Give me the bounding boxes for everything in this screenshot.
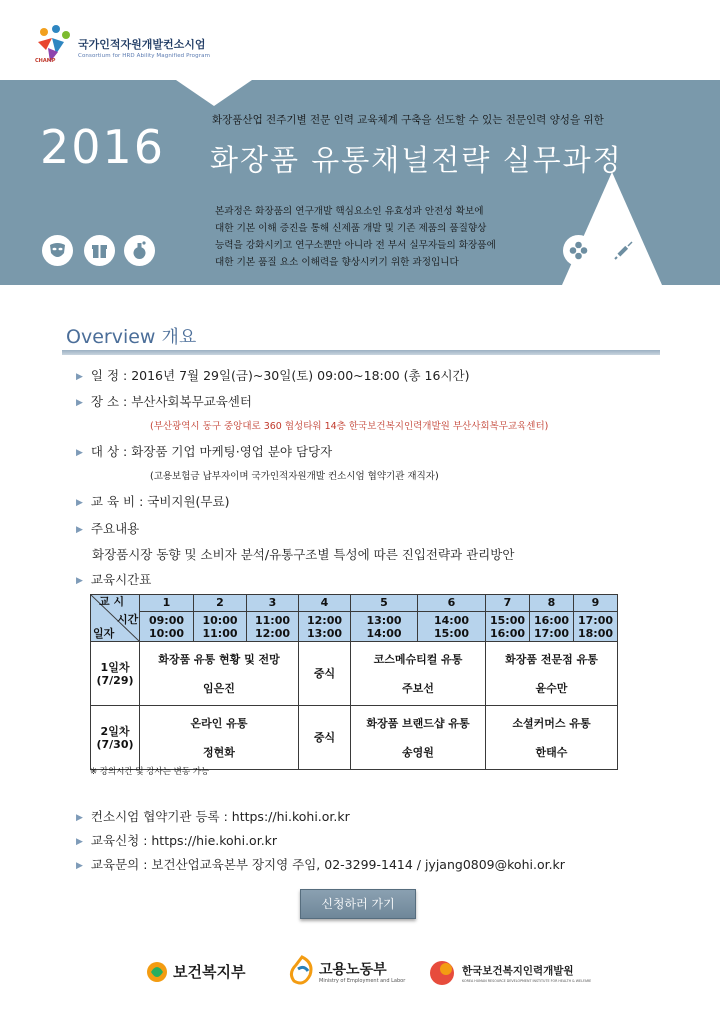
time-end: 16:00: [489, 626, 525, 640]
time-start: 13:00: [366, 613, 402, 627]
corner-date-label: 일자: [93, 627, 115, 640]
course-year: 2016: [40, 120, 166, 174]
day-label: 2일차: [100, 724, 130, 738]
course-title: 화장품 유통채널전략 실무과정: [210, 143, 623, 177]
kohi-logo: [426, 955, 616, 995]
time-header: [299, 612, 351, 642]
time-header: [486, 612, 530, 642]
bullet-arrow-icon: ▶: [76, 837, 83, 847]
bullet-arrow-icon: ▶: [76, 525, 83, 535]
info-target: [76, 442, 332, 460]
time-header: [530, 612, 574, 642]
table-row: [91, 706, 618, 770]
period-header: 6: [418, 595, 486, 612]
time-end: 12:00: [254, 626, 290, 640]
time-end: 14:00: [366, 626, 402, 640]
overview-title-ko: 개요: [161, 327, 197, 348]
venue-address: (부산광역시 동구 중앙대로 360 협성타워 14층 한국보건복지인력개발원 부산사회복무교육센터): [150, 421, 549, 432]
time-start: 15:00: [489, 613, 525, 627]
session-cell: [486, 706, 618, 770]
bullet-arrow-icon: ▶: [76, 448, 83, 458]
table-corner-header: [91, 595, 140, 642]
lunch-cell: [299, 706, 351, 770]
gift-icon: [84, 235, 115, 266]
moel-name: 고용노동부: [319, 962, 387, 978]
description-line: 능력을 강화시키고 연구소뿐만 아니라 전 부서 실무자들의 화장품에: [215, 240, 496, 251]
flower-icon: [563, 235, 594, 266]
svg-text:CHAMP: CHAMP: [35, 58, 56, 64]
info-apply: [76, 831, 277, 849]
day-date: (7/30): [96, 737, 134, 751]
session-subject: 화장품 유통 현황 및 전망: [158, 652, 280, 666]
session-subject: 화장품 전문점 유통: [505, 652, 598, 666]
period-header: 3: [247, 595, 299, 612]
overview-divider: [62, 350, 660, 355]
time-start: 11:00: [254, 613, 290, 627]
kohi-logo-icon: [426, 957, 458, 987]
time-row: [91, 612, 618, 642]
mohw-logo: [145, 955, 265, 995]
time-start: 16:00: [533, 613, 569, 627]
consortium-subtitle: Consortium for HRD Ability Magnified Program: [78, 53, 211, 59]
syringe-icon: [608, 235, 639, 266]
info-fee: [76, 492, 229, 510]
time-start: 09:00: [148, 613, 184, 627]
overview-heading: [66, 323, 196, 349]
time-header: [574, 612, 618, 642]
mohw-name: 보건복지부: [173, 963, 246, 981]
session-cell: [351, 642, 486, 706]
session-subject: 온라인 유통: [190, 716, 248, 730]
time-end: 15:00: [433, 626, 469, 640]
time-end: 10:00: [148, 626, 184, 640]
session-instructor: 윤수만: [535, 681, 568, 695]
session-instructor: 임은진: [203, 681, 235, 695]
session-cell: [140, 706, 299, 770]
registration-link[interactable]: 컨소시엄 협약기관 등록 : https://hi.kohi.or.kr: [90, 809, 350, 824]
content-text: 화장품시장 동향 및 소비자 분석/유통구조별 특성에 따른 진입전략과 관리방안: [92, 547, 515, 562]
bullet-arrow-icon: ▶: [76, 861, 83, 871]
session-cell: [140, 642, 299, 706]
info-content: [76, 519, 139, 537]
lunch-cell: [299, 642, 351, 706]
description-line: 대한 기본 품질 요소 이해력을 향상시키기 위한 과정입니다: [215, 257, 459, 268]
period-header: 1: [140, 595, 194, 612]
venue-text: 장 소 : 부산사회복무교육센터: [90, 394, 252, 409]
period-row: [91, 595, 618, 612]
bullet-arrow-icon: ▶: [76, 498, 83, 508]
perfume-bottle-icon: [124, 235, 155, 266]
info-schedule: [76, 570, 151, 588]
date-text: 일 정 : 2016년 7월 29일(금)~30일(토) 09:00~18:00 (총 16시간): [90, 368, 470, 383]
period-header: 2: [194, 595, 247, 612]
time-header: [194, 612, 247, 642]
schedule-footnote: ※ 강의시간 및 강사는 변동 가능: [90, 767, 210, 777]
info-venue: [76, 392, 252, 410]
overview-title-en: Overview: [66, 326, 156, 348]
mask-icon: [42, 235, 73, 266]
info-registration: [76, 807, 350, 825]
kohi-subtitle: KOREA HUMAN RESOURCE DEVELOPMENT INSTITUTE FOR HEALTH & WELFARE: [462, 979, 592, 983]
session-cell: [486, 642, 618, 706]
session-subject: 소셜커머스 유통: [512, 716, 591, 730]
inquiry-text: 교육문의 : 보건산업교육본부 장지영 주임, 02-3299-1414 / jyjang0809@kohi.or.kr: [90, 857, 565, 872]
period-header: 5: [351, 595, 418, 612]
session-subject: 중식: [313, 667, 336, 680]
bullet-arrow-icon: ▶: [76, 398, 83, 408]
moel-logo-icon: [288, 955, 316, 989]
target-note: (고용보험금 납부자이며 국가인적자원개발 컨소시엄 협약기관 재직자): [150, 471, 439, 482]
target-text: 대 상 : 화장품 기업 마케팅·영업 분야 담당자: [90, 444, 333, 459]
time-header: [140, 612, 194, 642]
table-row: [91, 642, 618, 706]
session-instructor: 송영원: [402, 745, 434, 759]
period-header: 4: [299, 595, 351, 612]
day-date: (7/29): [96, 673, 134, 687]
consortium-logo: [34, 24, 254, 68]
description-line: 대한 기본 이해 증진을 통해 신제품 개발 및 기존 제품의 품질향상: [215, 223, 487, 234]
time-end: 13:00: [306, 626, 342, 640]
schedule-label: 교육시간표: [90, 572, 152, 587]
bullet-arrow-icon: ▶: [76, 813, 83, 823]
day-cell: [91, 642, 140, 706]
course-subtitle: 화장품산업 전주기별 전문 인력 교육체계 구축을 선도할 수 있는 전문인력 양성을 위한: [212, 114, 604, 126]
bullet-arrow-icon: ▶: [76, 576, 83, 586]
content-label: 주요내용: [90, 521, 140, 536]
apply-button[interactable]: 신청하러 가기: [300, 889, 416, 919]
session-subject: 코스메슈티컬 유통: [373, 652, 463, 666]
session-cell: [351, 706, 486, 770]
time-end: 17:00: [533, 626, 569, 640]
moel-logo: [288, 955, 413, 995]
description-line: 본과정은 화장품의 연구개발 핵심요소인 유효성과 안전성 확보에: [215, 206, 484, 217]
time-end: 18:00: [577, 626, 613, 640]
session-instructor: 한태수: [535, 745, 568, 759]
schedule-table: [90, 594, 618, 770]
time-header: [351, 612, 418, 642]
course-banner: [0, 80, 720, 285]
period-header: 9: [574, 595, 618, 612]
day-label: 1일차: [100, 660, 130, 674]
day-cell: [91, 706, 140, 770]
time-start: 12:00: [306, 613, 342, 627]
bullet-arrow-icon: ▶: [76, 372, 83, 382]
consortium-name: 국가인적자원개발컨소시엄: [78, 38, 206, 51]
period-header: 7: [486, 595, 530, 612]
moel-subtitle: Ministry of Employment and Labor: [319, 978, 406, 984]
time-start: 17:00: [577, 613, 613, 627]
session-instructor: 주보선: [402, 681, 434, 695]
info-date: [76, 366, 469, 384]
period-header: 8: [530, 595, 574, 612]
kohi-name: 한국보건복지인력개발원: [462, 965, 574, 977]
time-header: [247, 612, 299, 642]
time-header: [418, 612, 486, 642]
time-start: 14:00: [433, 613, 469, 627]
session-subject: 중식: [313, 731, 336, 744]
time-end: 11:00: [202, 626, 238, 640]
info-inquiry: [76, 855, 565, 873]
time-start: 10:00: [202, 613, 238, 627]
corner-period-label: 교 시: [99, 595, 125, 608]
session-subject: 화장품 브랜드샵 유통: [366, 716, 470, 730]
champ-logo-icon: [34, 24, 74, 64]
course-description: [215, 203, 525, 271]
corner-time-label: 시간: [117, 613, 139, 626]
session-instructor: 정현화: [203, 745, 235, 759]
apply-link[interactable]: 교육신청 : https://hie.kohi.or.kr: [90, 833, 278, 848]
fee-text: 교 육 비 : 국비지원(무료): [90, 494, 230, 509]
mohw-logo-icon: [145, 958, 169, 986]
